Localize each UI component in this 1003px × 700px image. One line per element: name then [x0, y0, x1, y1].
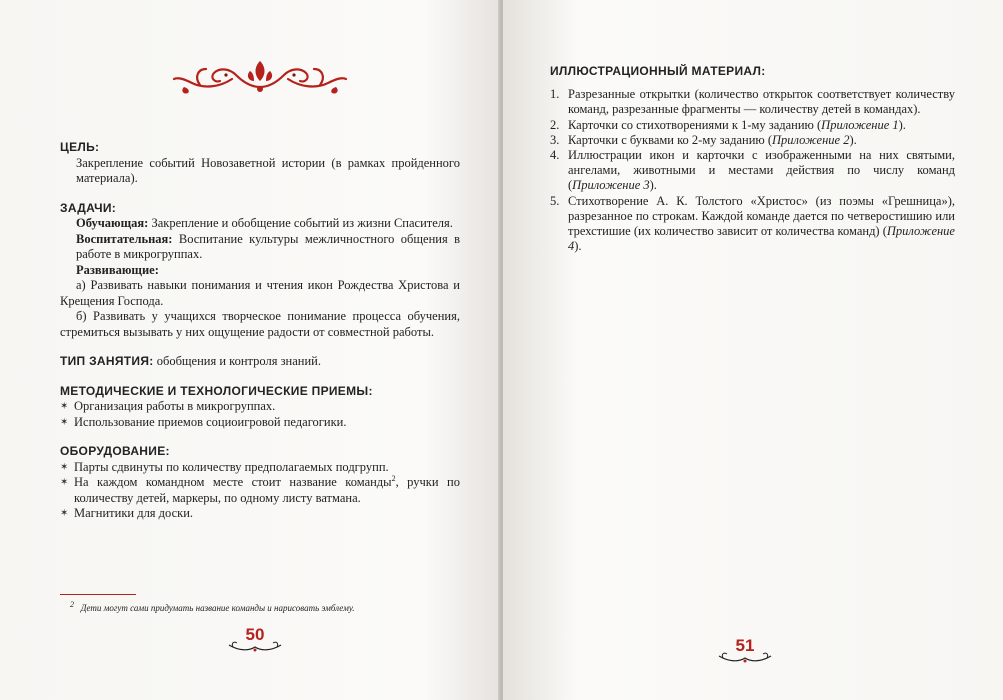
left-page — [0, 0, 500, 700]
methods-item: ✶ Организация работы в микрогруппах. — [60, 399, 460, 415]
goal-text: Закрепление событий Новозаветной истории (в рамках пройденного материала). — [76, 155, 460, 185]
list-item — [550, 194, 955, 255]
list-item — [550, 148, 955, 194]
lesson-type-heading: ТИП ЗАНЯТИЯ: — [60, 354, 154, 368]
footnote-divider — [60, 594, 136, 595]
methods-item: ✶ Использование приемов социоигровой педагогики. — [60, 415, 460, 431]
right-page-content — [550, 64, 955, 254]
developing-task-a: а) Развивать навыки понимания и чтения икон Рождества Христова и Крещения Господа. — [60, 278, 460, 308]
page-number-text: 51 — [735, 636, 755, 655]
list-item-end: ). — [898, 117, 906, 132]
list-item — [550, 133, 955, 148]
footnote-ref: 2 — [391, 473, 396, 483]
upbringing-task-text: Воспитание культуры межличностного общения в работе в микрогруппах. — [76, 231, 461, 261]
tasks-heading: ЗАДАЧИ: — [60, 200, 117, 215]
page-number-left — [225, 623, 285, 653]
list-item-number: 5. — [550, 193, 560, 208]
list-item-end: ). — [849, 132, 857, 147]
page-number-right — [715, 634, 775, 664]
methods-heading: МЕТОДИЧЕСКИЕ И ТЕХНОЛОГИЧЕСКИЕ ПРИЕМЫ: — [60, 383, 373, 398]
list-item-text: Карточки с буквами ко 2-му заданию ( — [568, 132, 773, 147]
equipment-item: ✶ Магнитики для доски. — [60, 506, 460, 522]
appendix-ref: Приложение 3 — [572, 178, 650, 193]
list-item-number: 2. — [550, 117, 560, 132]
list-item-text: Иллюстрации икон и карточки с изображенными на них святыми, ангелами, животными и местами действия по числу команд ( — [568, 148, 955, 193]
appendix-ref: Приложение 4 — [568, 224, 955, 254]
page-number-text: 50 — [245, 625, 265, 644]
teaching-task-text: Закрепление и обобщение событий из жизни Спасителя. — [151, 216, 453, 230]
left-page-content — [60, 140, 460, 522]
lesson-type-text: обобщения и контроля знаний. — [156, 354, 321, 368]
appendix-ref: Приложение 1 — [821, 117, 899, 132]
teaching-task-label: Обучающая: — [76, 216, 149, 230]
methods-list — [60, 399, 460, 430]
list-item-text: Карточки со стихотворениями к 1-му заданию ( — [568, 117, 822, 132]
equipment-item-text-cont: , ручки по количеству детей, маркеры, по одному листу ватмана. — [74, 475, 460, 505]
teaching-task — [60, 216, 460, 232]
list-item-number: 4. — [550, 148, 560, 163]
list-item — [550, 118, 955, 133]
list-item-end: ). — [649, 178, 657, 193]
developing-task-label: Развивающие: — [76, 262, 159, 277]
equipment-item-text: На каждом командном месте стоит название команды — [74, 475, 392, 489]
footnote-text: Дети могут сами придумать название команды и нарисовать эмблему. — [80, 603, 355, 613]
footnote-mark: 2 — [70, 600, 74, 609]
equipment-item: ✶ Парты сдвинуты по количеству предполагаемых подгрупп. — [60, 460, 460, 476]
goal-heading: ЦЕЛЬ: — [60, 140, 100, 154]
equipment-heading: ОБОРУДОВАНИЕ: — [60, 444, 170, 458]
right-page — [503, 0, 1003, 700]
lesson-type — [60, 354, 460, 370]
floral-ornament-icon — [170, 57, 350, 97]
list-item-text: Стихотворение А. К. Толстого «Христос» (из поэмы «Грешница»), разрезанное по строкам. Каждой команде дается по четверостишию или трехстишие (их количество зависит от количества команд) ( — [568, 193, 955, 239]
footnote — [70, 600, 470, 613]
list-item — [550, 87, 955, 117]
illustration-material-heading: ИЛЛЮСТРАЦИОННЫЙ МАТЕРИАЛ: — [550, 64, 766, 78]
developing-task-label-line — [60, 263, 460, 279]
developing-task-b: б) Развивать у учащихся творческое понимание процесса обучения, стремиться вызывать у них ощущение радости от совместной работы. — [60, 309, 460, 339]
equipment-list — [60, 460, 460, 522]
list-item-number: 1. — [550, 87, 560, 102]
appendix-ref: Приложение 2 — [772, 132, 850, 147]
upbringing-task-label: Воспитательная: — [76, 231, 173, 246]
upbringing-task — [60, 232, 460, 263]
equipment-item — [60, 475, 460, 506]
list-item-number: 3. — [550, 132, 560, 147]
illustration-material-list — [550, 87, 955, 254]
list-item-end: ). — [574, 239, 582, 254]
list-item-text: Разрезанные открытки (количество открыток соответствует количеству команд, разрезанные фрагменты — количеству детей в командах). — [568, 87, 955, 117]
